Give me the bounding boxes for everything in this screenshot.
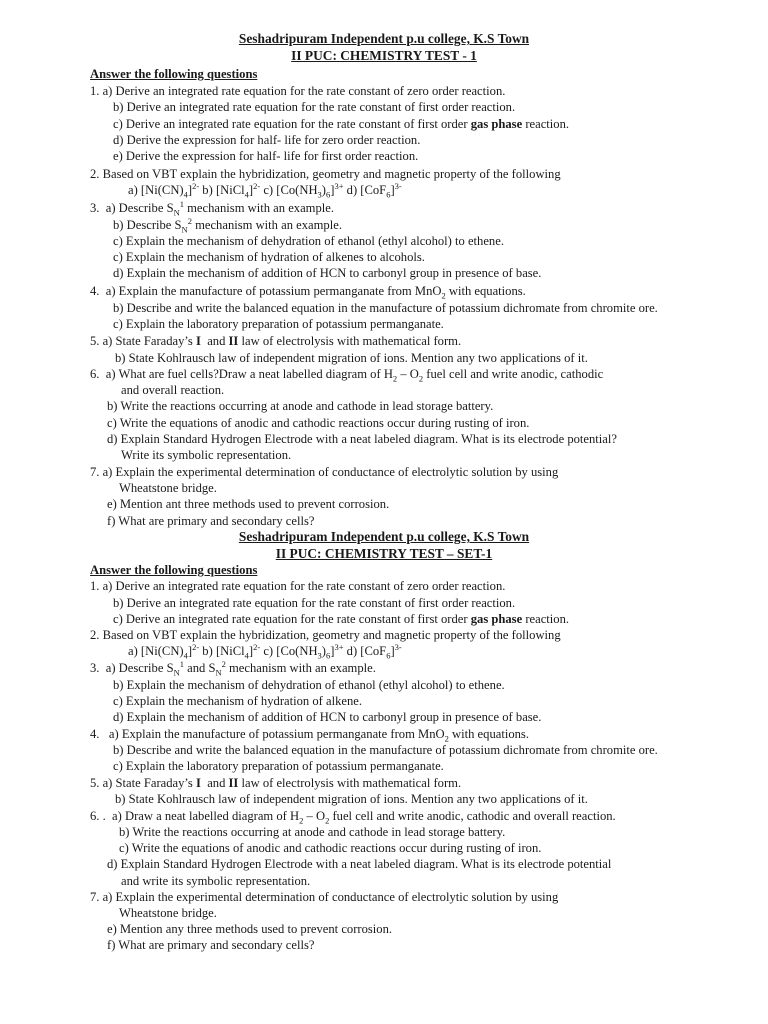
question-line: 3. a) Describe $S_N^1$ mechanism with an example.	[90, 198, 335, 218]
question-line: c) Derive an integrated rate equation for the rate constant of first order gas phase reaction.	[113, 612, 570, 626]
question-line: c) Derive an integrated rate equation for the rate constant of first order gas phase reaction.	[113, 117, 570, 131]
question-line: c) Explain the laboratory preparation of potassium permanganate.	[113, 759, 444, 773]
question-line: 4. a) Explain the manufacture of potassium permanganate from MnO$_2$ with equations.	[90, 284, 526, 301]
complex-list: a) $[Ni(CN)_4]^{2-}$ b) [NiCl$_4$]$^{2-}$ c) $[Co(NH_3)_6]^{3+}$ d) $[CoF_6]^{3-}$	[128, 180, 402, 200]
question-line: d) Derive the expression for half- life for zero order reaction.	[113, 133, 421, 147]
test-title: II PUC: CHEMISTRY TEST – SET-1	[275, 546, 493, 561]
section-heading: Answer the following questions	[90, 67, 258, 81]
question-line: d) Explain Standard Hydrogen Electrode with a neat labeled diagram. What is its electrode potential?	[107, 432, 617, 446]
question-line: b) Describe and write the balanced equation in the manufacture of potassium dichromate from chromite ore.	[113, 743, 658, 757]
question-line: Wheatstone bridge.	[119, 481, 217, 495]
question-line: e) Mention ant three methods used to prevent corrosion.	[107, 497, 390, 511]
question-line: e) Mention any three methods used to prevent corrosion.	[107, 922, 393, 936]
question-line: 1. a) Derive an integrated rate equation for the rate constant of zero order reaction.	[90, 84, 506, 98]
question-line: 3. a) Describe $S_N^1$ and $S_N^2$ mechanism with an example.	[90, 658, 376, 678]
question-line: 1. a) Derive an integrated rate equation for the rate constant of zero order reaction.	[90, 579, 506, 593]
question-line: 5. a) State Faraday’s I and II law of electrolysis with mathematical form.	[90, 776, 462, 790]
question-line: b) Describe $S_N^2$ mechanism with an example.	[113, 215, 342, 235]
question-line: 6. . a) Draw a neat labelled diagram of $H_2 - O_2$ fuel cell and write anodic, cathodic and overall reaction.	[90, 809, 616, 826]
test-title: II PUC: CHEMISTRY TEST - 1	[291, 48, 477, 63]
question-line: b) Derive an integrated rate equation for the rate constant of first order reaction.	[113, 596, 516, 610]
question-line: b) Write the reactions occurring at anode and cathode in lead storage battery.	[107, 399, 494, 413]
question-line: 7. a) Explain the experimental determination of conductance of electrolytic solution by using	[90, 465, 559, 479]
question-line: b) State Kohlrausch law of independent migration of ions. Mention any two applications of it.	[115, 351, 588, 365]
question-line: d) Explain Standard Hydrogen Electrode with a neat labeled diagram. What is its electrode potential	[107, 857, 612, 871]
question-line: Write its symbolic representation.	[121, 448, 292, 462]
question-line: b) State Kohlrausch law of independent migration of ions. Mention any two applications of it.	[115, 792, 588, 806]
question-line: and write its symbolic representation.	[121, 874, 311, 888]
complex-list: a) $[Ni(CN)_4]^{2-}$ b) [NiCl$_4$]$^{2-}$ c) $[Co(NH_3)_6]^{3+}$ d) $[CoF_6]^{3-}$	[128, 641, 402, 661]
question-line: c) Explain the laboratory preparation of potassium permanganate.	[113, 317, 444, 331]
question-line: 6. a) What are fuel cells?Draw a neat labelled diagram of $H_2 - O_2$ fuel cell and write anodic, cathodic	[90, 367, 604, 384]
question-line: f) What are primary and secondary cells?	[107, 938, 315, 952]
question-line: d) Explain the mechanism of addition of HCN to carbonyl group in presence of base.	[113, 710, 542, 724]
question-line: c) Explain the mechanism of dehydration of ethanol (ethyl alcohol) to ethene.	[113, 234, 504, 248]
question-line: d) Explain the mechanism of addition of HCN to carbonyl group in presence of base.	[113, 266, 542, 280]
question-line: b) Describe and write the balanced equation in the manufacture of potassium dichromate from chromite ore.	[113, 301, 658, 315]
question-line: 2. Based on VBT explain the hybridization, geometry and magnetic property of the following	[90, 167, 561, 181]
question-line: c) Explain the mechanism of hydration of alkene.	[113, 694, 362, 708]
question-line: 7. a) Explain the experimental determination of conductance of electrolytic solution by using	[90, 890, 559, 904]
question-line: Wheatstone bridge.	[119, 906, 217, 920]
question-line: b) Explain the mechanism of dehydration of ethanol (ethyl alcohol) to ethene.	[113, 678, 505, 692]
question-line: and overall reaction.	[121, 383, 225, 397]
question-line: 2. Based on VBT explain the hybridization, geometry and magnetic property of the following	[90, 628, 561, 642]
question-line: 4. a) Explain the manufacture of potassium permanganate from MnO$_2$ with equations.	[90, 727, 529, 744]
question-line: b) Derive an integrated rate equation for the rate constant of first order reaction.	[113, 100, 516, 114]
question-line: e) Derive the expression for half- life for first order reaction.	[113, 149, 419, 163]
question-line: c) Explain the mechanism of hydration of alkenes to alcohols.	[113, 250, 425, 264]
question-line: c) Write the equations of anodic and cathodic reactions occur during rusting of iron.	[107, 416, 530, 430]
college-name: Seshadripuram Independent p.u college, K.S Town	[238, 31, 530, 46]
question-line: f) What are primary and secondary cells?	[107, 514, 315, 528]
question-line: b) Write the reactions occurring at anode and cathode in lead storage battery.	[119, 825, 506, 839]
question-line: 5. a) State Faraday’s I and II law of electrolysis with mathematical form.	[90, 334, 462, 348]
college-name: Seshadripuram Independent p.u college, K.S Town	[238, 529, 530, 544]
question-line: c) Write the equations of anodic and cathodic reactions occur during rusting of iron.	[119, 841, 542, 855]
section-heading: Answer the following questions	[90, 563, 258, 577]
